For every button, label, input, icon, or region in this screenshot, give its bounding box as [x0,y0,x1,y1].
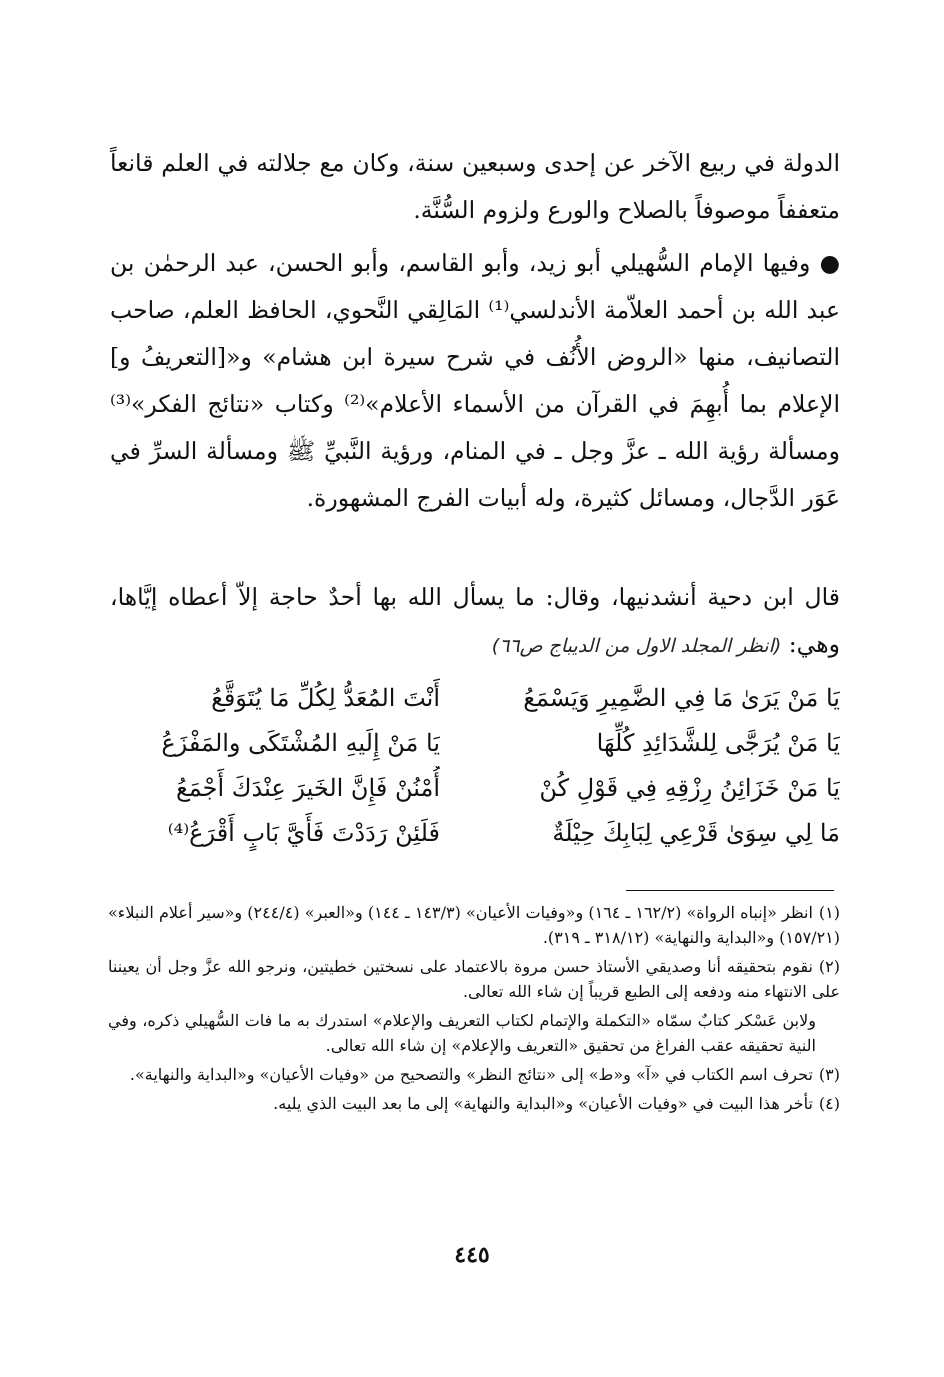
footnote-divider [626,890,834,891]
footnote-number: (٢) [818,957,840,976]
poem-second-hemistich: فَلَئِنْ رَدَدْتَ فَأَيَّ بَابٍ أَقْرَعُ⁽⁴⁾ [167,819,440,847]
poem-second-hemistich: أَنْتَ المُعَدُّ لِكُلِّ مَا يُتَوَقَّعُ [211,684,440,712]
poem [110,676,840,856]
footnote-text: انظر «إنباه الرواة» (١٦٢/٢ ـ ١٦٤) و«وفيات الأعيان» (١٤٣/٣ ـ ١٤٤) و«العبر» (٢٤٤/٤) و«سير أعلام النبلاء» (١٥٧/٢١) و«البداية والنهاية» (٣١٨/١٢ ـ ٣١٩). [108,903,840,947]
footnote [108,954,840,1004]
poem-verse [110,766,840,811]
poem-first-hemistich: يَا مَنْ يُرَجَّى لِلشَّدَائِدِ كُلِّهَا [596,729,840,757]
footnote [108,1062,840,1087]
footnotes [108,900,840,1120]
footnote-text: ولابن عَسْكر كتابٌ سمّاه «التكملة والإتمام لكتاب التعريف والإعلام» استدرك به ما فات السُّهيلي ذكره، وفي النية تحقيقه عقب الفراغ من تحقيق «التعريف والإعلام» إن شاء الله تعالى. [108,1011,816,1055]
footnote-text: تأخر هذا البيت في «وفيات الأعيان» و«البداية والنهاية» إلى ما بعد البيت الذي يليه. [273,1094,813,1113]
poem-intro-text: قال ابن دحية أنشدنيها، وقال: ما يسأل الله بها أحدٌ حاجة إلاّ أعطاه إيَّاها، وهي: [110,583,840,658]
footnote-continuation [108,1008,840,1058]
footnote [108,900,840,950]
poem-second-hemistich: أُمْنُنْ فَإِنَّ الخَيرَ عِنْدَكَ أَجْمَعُ [175,774,440,802]
footnote-text: نقوم بتحقيقه أنا وصديقي الأستاذ حسن مروة بالاعتماد على نسختين خطيتين، ونرجو الله عزَّ وجل أن يعيننا على الانتهاء منه ودفعه إلى الطبع قريباً إن شاء الله تعالى. [108,957,840,1001]
page-number: ٤٤٥ [454,1242,490,1268]
poem-first-hemistich: يَا مَنْ يَرَىٰ مَا فِي الضَّمِيرِ وَيَسْمَعُ [523,684,840,712]
handwritten-margin-note: (انظر المجلد الاول من الديباج ص٦٦) [491,635,782,657]
poem-first-hemistich: مَا لِي سِوَىٰ قَرْعِي لِبَابِكَ حِيْلَةٌ [552,819,840,847]
footnote-number: (٣) [818,1065,840,1084]
paragraph-continuation: الدولة في ربيع الآخر عن إحدى وسبعين سنة، وكان مع جلالته في العلم قانعاً متعففاً موصوفاً بالصلاح والورع ولزوم السُّنَّة. [110,149,840,224]
poem-first-hemistich: يَا مَنْ خَزَائِنُ رِزْقِهِ فِي قَوْلِ كُنْ [539,774,840,802]
footnote-number: (٤) [818,1094,840,1113]
footnote-text: تحرف اسم الكتاب في «آ» و«ط» إلى «نتائج النظر» والتصحيح من «وفيات الأعيان» و«البداية والنهاية». [129,1065,813,1084]
poem-verse [110,811,840,856]
poem-second-hemistich: يَا مَنْ إِلَيهِ المُشْتَكَى والمَفْزَعُ [161,729,440,757]
paragraph-poem-intro [110,574,840,670]
poem-verse [110,676,840,721]
footnote [108,1091,840,1116]
poem-verse [110,721,840,766]
footnote-number: (١) [818,903,841,922]
paragraph-suhayli-biography: ● وفيها الإمام السُّهيلي أبو زيد، وأبو القاسم، وأبو الحسن، عبد الرحمٰن بن عبد الله بن أحمد العلاّمة الأندلسي⁽¹⁾ المَالِقي النَّحوي، الحافظ العلم، صاحب التصانيف، منها «الروض الأُنُف في شرح سيرة ابن هشام» و«[التعريفُ و] الإعلام بما أُبهِمَ في القرآن من الأسماء الأعلام»⁽²⁾ وكتاب «نتائج الفكر»⁽³⁾ ومسألة رؤية الله ـ عزَّ وجل ـ في المنام، ورؤية النَّبيِّ ﷺ ومسألة السرِّ في عَوَر الدَّجال، ومسائل كثيرة، وله أبيات الفرج المشهورة. [110,249,840,512]
